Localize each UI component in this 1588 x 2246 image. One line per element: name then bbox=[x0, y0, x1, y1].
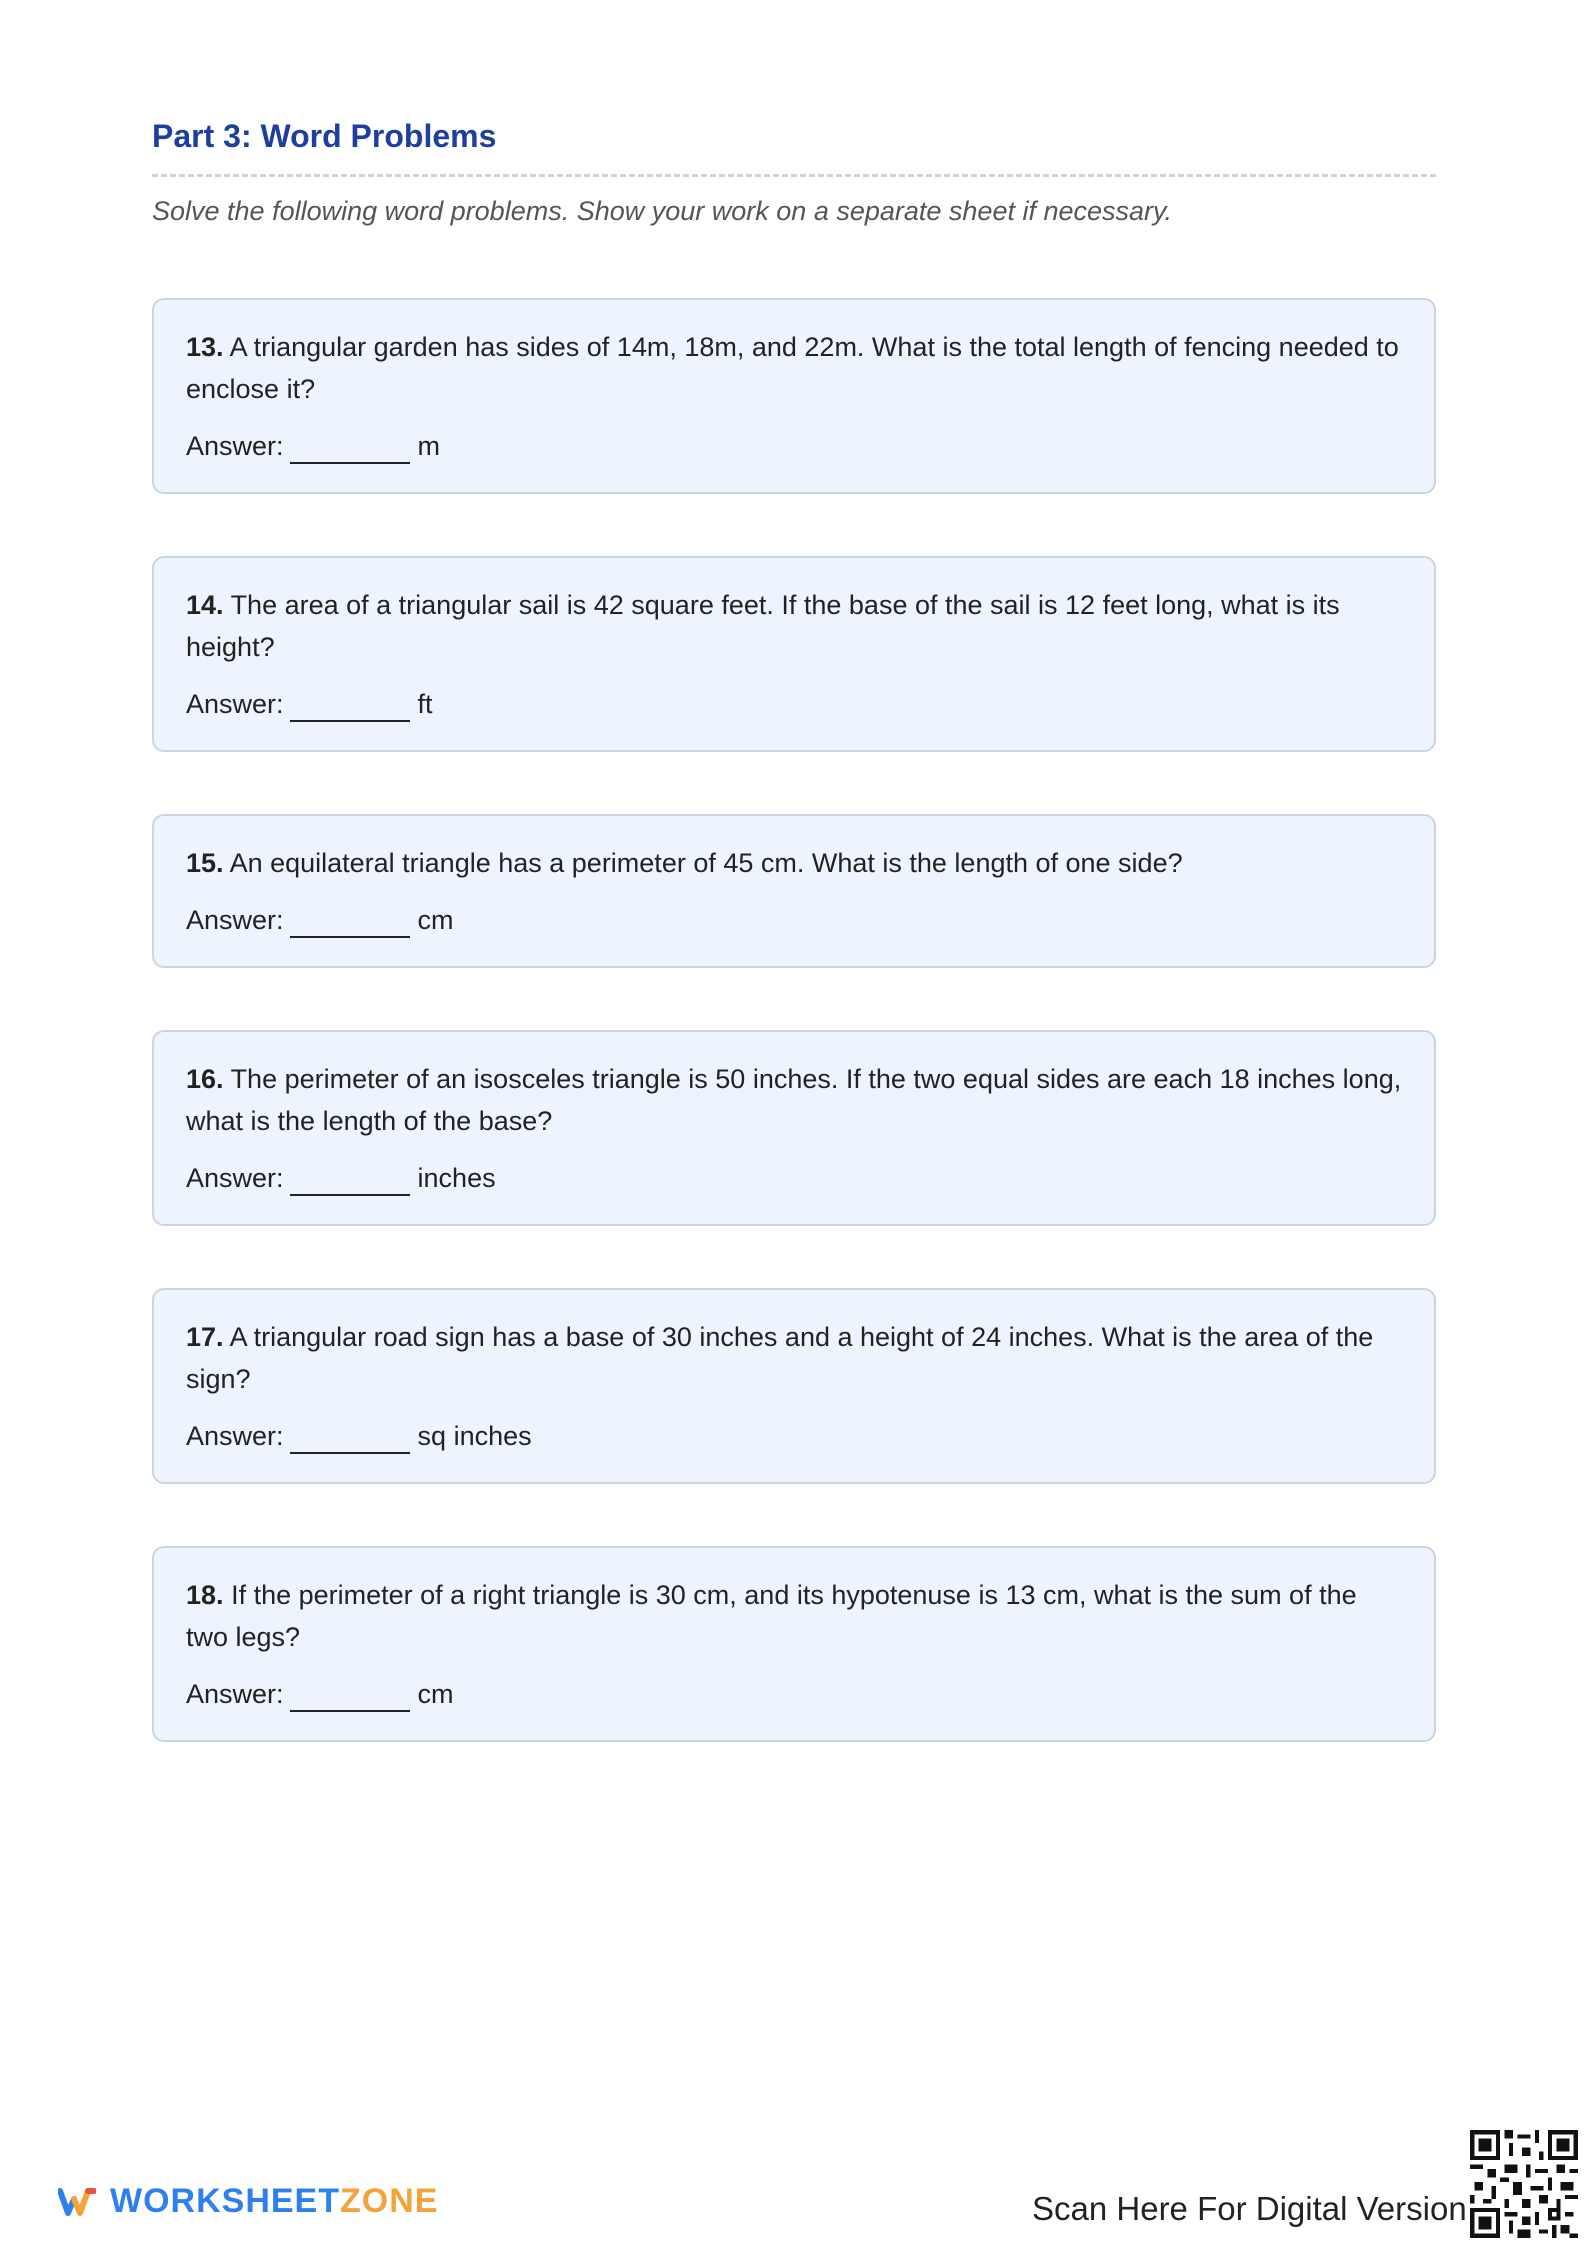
section-title: Part 3: Word Problems bbox=[152, 118, 497, 154]
problem-card bbox=[152, 298, 1436, 494]
problem-text bbox=[186, 1058, 1402, 1142]
problem-question: An equilateral triangle has a perimeter of 45 cm. What is the length of one side? bbox=[229, 848, 1183, 878]
problem-card bbox=[152, 1546, 1436, 1742]
answer-unit: sq inches bbox=[417, 1421, 532, 1451]
answer-unit: m bbox=[417, 431, 441, 461]
dashed-divider bbox=[152, 174, 1436, 177]
problem-card bbox=[152, 1288, 1436, 1484]
answer-label: Answer: bbox=[186, 905, 284, 935]
problem-number: 15. bbox=[186, 848, 224, 878]
answer-blank[interactable] bbox=[290, 1414, 410, 1454]
answer-unit: ft bbox=[417, 689, 433, 719]
problem-number: 14. bbox=[186, 590, 224, 620]
answer-unit: cm bbox=[417, 905, 454, 935]
problem-question: A triangular garden has sides of 14m, 18m, and 22m. What is the total length of fencing needed to enclose it? bbox=[186, 332, 1399, 404]
answer-blank[interactable] bbox=[290, 1156, 410, 1196]
logo-text-part1: WORKSHEET bbox=[110, 2182, 340, 2220]
qr-code-icon[interactable] bbox=[1470, 2130, 1578, 2238]
problem-card bbox=[152, 1030, 1436, 1226]
logo-w-icon bbox=[58, 2187, 96, 2217]
problem-text bbox=[186, 1574, 1402, 1658]
problem-text bbox=[186, 1316, 1402, 1400]
problem-text bbox=[186, 842, 1402, 884]
instructions-text: Solve the following word problems. Show your work on a separate sheet if necessary. bbox=[152, 196, 1173, 226]
logo-text bbox=[110, 2182, 438, 2221]
answer-row bbox=[186, 424, 1402, 464]
answer-blank[interactable] bbox=[290, 424, 410, 464]
answer-label: Answer: bbox=[186, 689, 284, 719]
answer-row bbox=[186, 1156, 1402, 1196]
answer-blank[interactable] bbox=[290, 1672, 410, 1712]
answer-row bbox=[186, 682, 1402, 722]
problem-question: The area of a triangular sail is 42 square feet. If the base of the sail is 12 feet long, what is its height? bbox=[186, 590, 1340, 662]
problem-text bbox=[186, 584, 1402, 668]
problem-number: 16. bbox=[186, 1064, 224, 1094]
answer-row bbox=[186, 1672, 1402, 1712]
problem-number: 13. bbox=[186, 332, 224, 362]
scan-text: Scan Here For Digital Version bbox=[1032, 2190, 1467, 2227]
answer-label: Answer: bbox=[186, 1679, 284, 1709]
problem-question: A triangular road sign has a base of 30 inches and a height of 24 inches. What is the area of the sign? bbox=[186, 1322, 1374, 1394]
problem-card bbox=[152, 556, 1436, 752]
answer-unit: cm bbox=[417, 1679, 454, 1709]
problem-question: The perimeter of an isosceles triangle is 50 inches. If the two equal sides are each 18 inches long, what is the length of the base? bbox=[186, 1064, 1402, 1136]
problem-card bbox=[152, 814, 1436, 968]
answer-row bbox=[186, 1414, 1402, 1454]
answer-label: Answer: bbox=[186, 431, 284, 461]
problem-number: 17. bbox=[186, 1322, 224, 1352]
answer-blank[interactable] bbox=[290, 898, 410, 938]
problem-list bbox=[152, 298, 1436, 1804]
answer-blank[interactable] bbox=[290, 682, 410, 722]
answer-unit: inches bbox=[417, 1163, 496, 1193]
problem-question: If the perimeter of a right triangle is 30 cm, and its hypotenuse is 13 cm, what is the sum of the two legs? bbox=[186, 1580, 1357, 1652]
answer-row bbox=[186, 898, 1402, 938]
answer-label: Answer: bbox=[186, 1421, 284, 1451]
problem-text bbox=[186, 326, 1402, 410]
logo-text-part2: ZONE bbox=[340, 2182, 439, 2220]
worksheetzone-logo[interactable] bbox=[58, 2182, 438, 2221]
problem-number: 18. bbox=[186, 1580, 224, 1610]
answer-label: Answer: bbox=[186, 1163, 284, 1193]
